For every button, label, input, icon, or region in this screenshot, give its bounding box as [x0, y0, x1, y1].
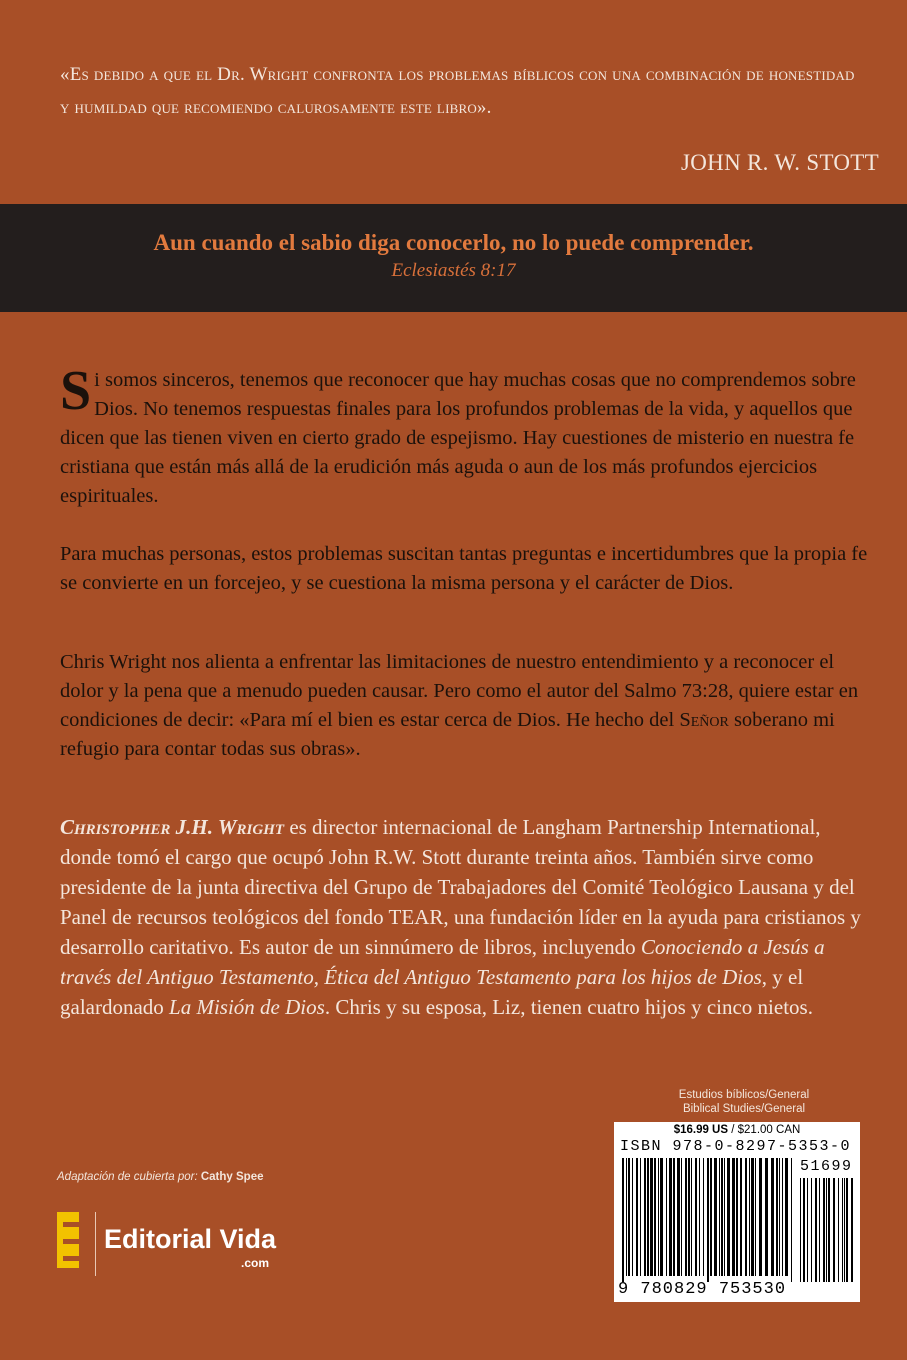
addon-bar [819, 1178, 820, 1282]
barcode-bar [660, 1158, 663, 1276]
blurb-paragraph-1-text: i somos sinceros, tenemos que reconocer que hay muchas cosas que no comprendemos sobre Dios. No tenemos respuestas finales para los profundos problemas de la vida, y aquellos que dicen que las tienen viven en cierto grado de espejismo. Hay cuestiones de misterio en nuestra fe cristiana que están más allá de la erudición más aguda o aun de los más profundos ejercicios espirituales. [60, 369, 856, 507]
endorsement-author: JOHN R. W. STOTT [681, 150, 879, 175]
blurb-paragraph-3-text-a: Chris Wright nos alienta a enfrentar las limitaciones de nuestro entendimiento y a reconocer el dolor y la pena que a menudo pueden causar. Pero como el autor del Salmo 73:28, quiere estar en condiciones de decir: «Para mí el bien es estar cerca de Dios. He hecho del [60, 651, 859, 731]
author-bio-text-c: . Chris y su esposa, Liz, tienen cuatro hijos y cinco nietos. [324, 995, 813, 1019]
barcode-bar [654, 1158, 656, 1276]
ean-number: 9 780829 753530 [618, 1280, 787, 1299]
cover-credit-label: Adaptación de cubierta por: [57, 1171, 198, 1183]
barcode-bar [647, 1158, 649, 1276]
barcode-bar [640, 1158, 641, 1276]
addon-bar [807, 1178, 808, 1282]
barcode-bar [673, 1158, 675, 1276]
barcode-bar [632, 1158, 633, 1276]
price-us: $16.99 US [673, 1124, 729, 1136]
cover-credit-name: Cathy Spee [200, 1171, 264, 1183]
isbn-number: ISBN 978-0-8297-5353-0 [620, 1138, 852, 1155]
blurb-paragraph-1 [60, 360, 875, 511]
publisher-name: Editorial Vida [104, 1224, 277, 1254]
addon-bar [846, 1178, 848, 1282]
addon-bar [815, 1178, 817, 1282]
barcode-bar [695, 1158, 697, 1276]
epigraph-quote: Aun cuando el sabio diga conocerlo, no lo puede comprender. [153, 230, 754, 255]
price-separator: / [728, 1124, 738, 1136]
barcode-bar [666, 1158, 667, 1276]
addon-bar [833, 1178, 835, 1282]
addon-bar [823, 1178, 825, 1282]
barcode-bar [685, 1158, 687, 1276]
barcode-bar [636, 1158, 638, 1276]
barcode-bar [677, 1158, 680, 1276]
barcode-bar [707, 1158, 709, 1282]
barcode-bar [745, 1158, 747, 1276]
barcode-bar [782, 1158, 783, 1276]
addon-bar [844, 1178, 845, 1282]
category-english: Biblical Studies/General [682, 1103, 806, 1115]
addon-bar [842, 1178, 843, 1282]
endorsement-quote: «Es debido a que el Dr. Wright confronta los problemas bíblicos con una combinación de honestidad y humildad que recomiendo calurosamente este libro». [60, 64, 855, 118]
barcode-bars [614, 1122, 860, 1302]
barcode-bar [771, 1158, 774, 1276]
blurb-paragraph-3-text-b: soberano mi refugio para contar todas sus obras». [60, 709, 835, 760]
epigraph-reference: Eclesiastés 8:17 [391, 260, 516, 281]
barcode-bar [785, 1158, 788, 1276]
blurb-paragraph-3 [60, 648, 875, 764]
book-title-2: La Misión de Dios [169, 995, 325, 1019]
barcode-bar [751, 1158, 754, 1276]
barcode-bar [727, 1158, 730, 1276]
barcode-bar [740, 1158, 742, 1276]
barcode-bar [658, 1158, 659, 1276]
addon-bar [826, 1178, 827, 1282]
blurb-paragraph-2: Para muchas personas, estos problemas suscitan tantas preguntas e incertidumbres que la propia fe se convierte en un forcejeo, y se cuestiona la misma persona y el carácter de Dios. [60, 543, 868, 594]
publisher-logo-icon [57, 1212, 87, 1268]
barcode-bar [626, 1158, 627, 1276]
drop-cap: S [60, 360, 92, 422]
author-bio [60, 812, 875, 1022]
barcode-bar [714, 1158, 717, 1276]
barcode-bar [650, 1158, 653, 1276]
book-title-1: Conociendo a Jesús a través del Antiguo Testamento, Ética del Antiguo Testamento para los hijos de Dios [60, 935, 825, 989]
addon-bar [811, 1178, 812, 1282]
category-label [614, 1088, 874, 1116]
barcode-bar [759, 1158, 762, 1276]
barcode-bar [688, 1158, 690, 1276]
barcode-bar [628, 1158, 630, 1276]
addon-bar [803, 1178, 805, 1282]
lord-small-caps: Señor [679, 709, 729, 731]
barcode-box [614, 1122, 860, 1302]
price-addon-code: 51699 [800, 1158, 853, 1175]
barcode-bar [755, 1158, 756, 1276]
barcode-bar [791, 1158, 792, 1282]
barcode-bar [724, 1158, 725, 1276]
addon-bar [838, 1178, 839, 1282]
addon-bar [800, 1178, 801, 1282]
author-name: Christopher J.H. Wright [60, 815, 285, 839]
barcode-bar [644, 1158, 646, 1276]
barcode-bar [736, 1158, 738, 1276]
cover-credit [57, 1171, 264, 1183]
barcode-bar [703, 1158, 704, 1276]
addon-bar [851, 1178, 853, 1282]
publisher-domain: .com [241, 1256, 270, 1270]
barcode-bar [776, 1158, 778, 1276]
logo-divider [95, 1212, 96, 1276]
barcode-bar [622, 1158, 624, 1282]
addon-bar [828, 1178, 830, 1282]
barcode-bar [719, 1158, 720, 1276]
barcode-bar [732, 1158, 735, 1276]
barcode-bar [691, 1158, 692, 1276]
barcode-bar [681, 1158, 682, 1276]
barcode-bar [749, 1158, 750, 1276]
barcode-bar [779, 1158, 780, 1276]
barcode-bar [699, 1158, 700, 1276]
author-bio-text-a: es director internacional de Langham Partnership International, donde tomó el cargo que ocupó John R.W. Stott durante treinta años. También sirve como presidente de la junta directiva del Grupo de Trabajadores del Comité Teológico Lausana y del Panel de recursos teológicos del fondo TEAR, una fundación líder en la ayuda para cristianos y desarrollo caritativo. Es autor de un sinnúmero de libros, incluyendo [60, 815, 861, 959]
barcode-bar [669, 1158, 672, 1276]
barcode-bar [710, 1158, 712, 1276]
barcode-bar [765, 1158, 768, 1276]
barcode-bar [721, 1158, 723, 1276]
price-can: $21.00 CAN [737, 1124, 801, 1136]
category-spanish: Estudios bíblicos/General [678, 1089, 810, 1101]
epigraph-band [0, 204, 907, 312]
author-bio-text-b: , y el galardonado [60, 965, 804, 1019]
